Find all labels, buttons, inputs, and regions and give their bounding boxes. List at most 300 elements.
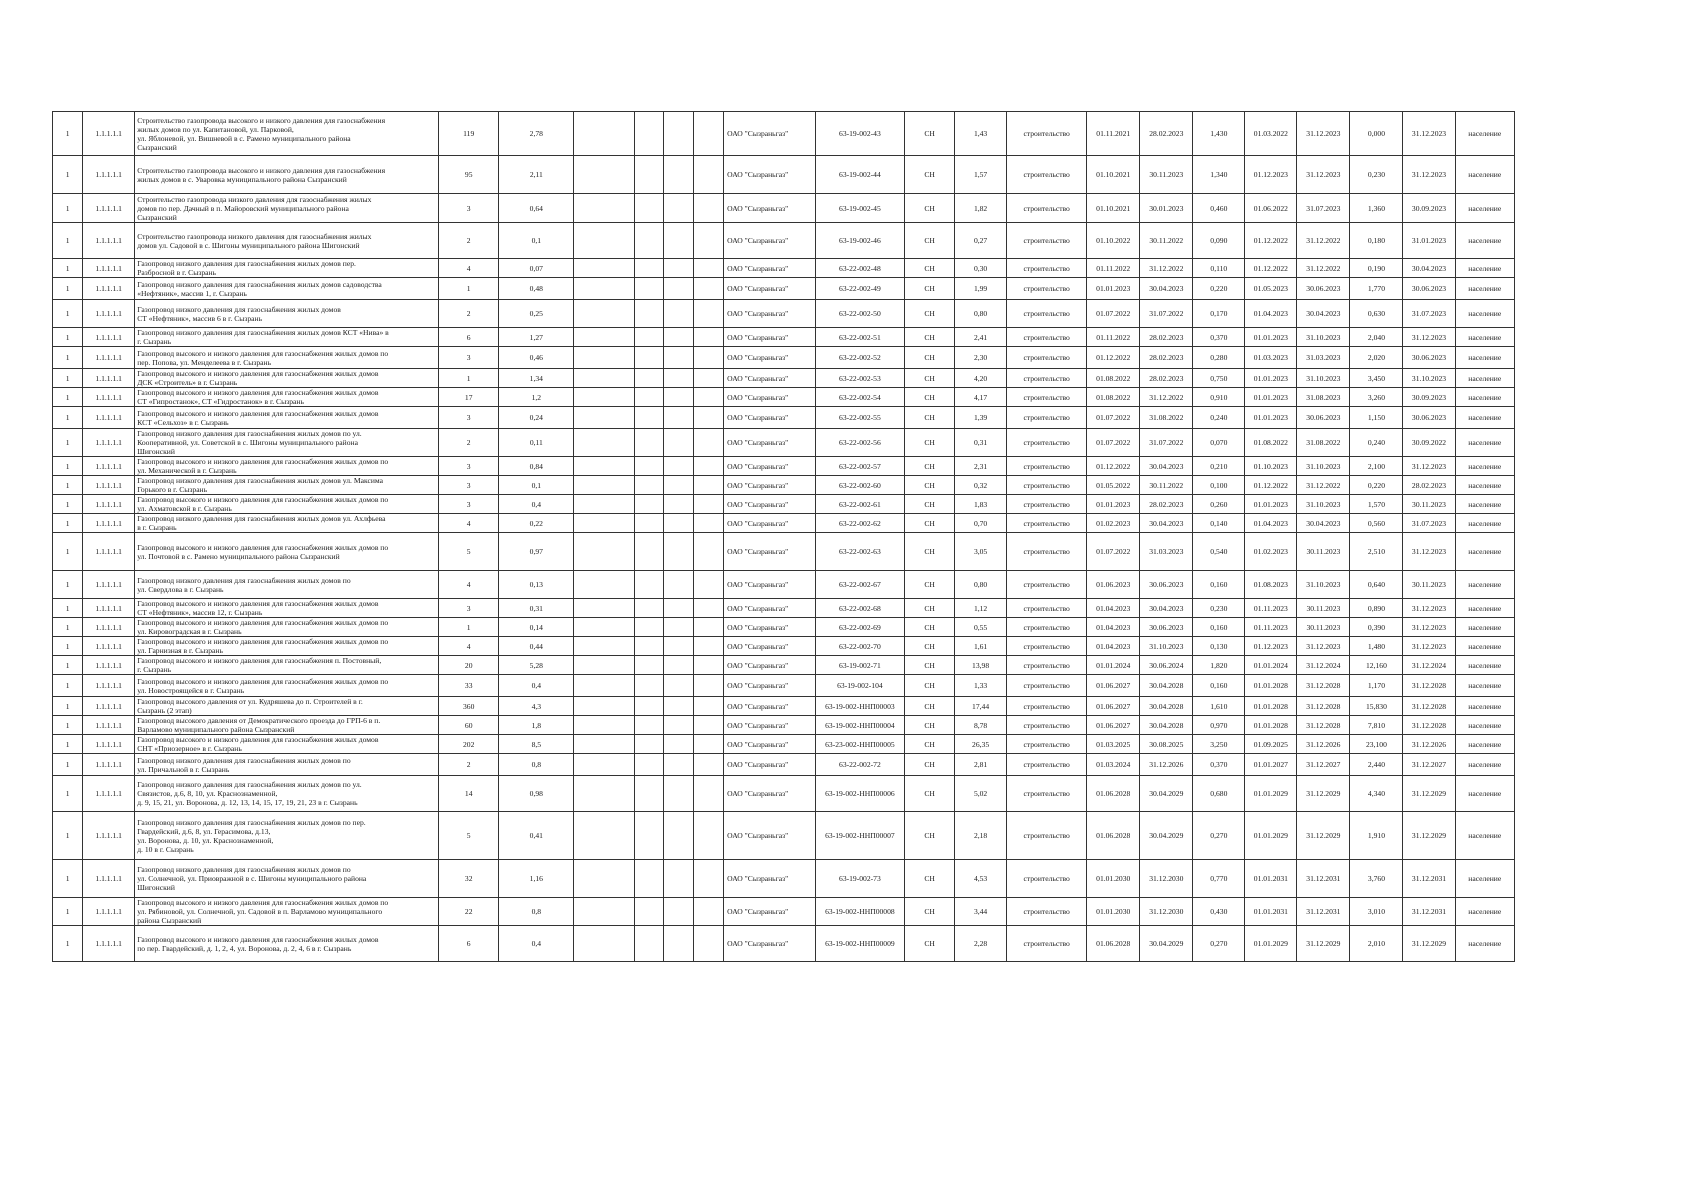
cell-category: население bbox=[1455, 156, 1515, 194]
cell-category: население bbox=[1455, 735, 1515, 754]
cell-volume-1: 0,970 bbox=[1193, 716, 1245, 735]
cell-length: 2,28 bbox=[955, 926, 1007, 962]
cell-end-date-2: 31.03.2023 bbox=[1297, 347, 1350, 369]
cell-organization: ОАО "Сызраньгаз" bbox=[724, 656, 816, 675]
cell-organization: ОАО "Сызраньгаз" bbox=[724, 637, 816, 656]
cell-category: население bbox=[1455, 656, 1515, 675]
table-row bbox=[53, 571, 1515, 599]
cell-type: СН bbox=[905, 194, 955, 223]
cell-volume-1: 0,280 bbox=[1193, 347, 1245, 369]
cell-code: 1.1.1.1.1 bbox=[83, 860, 135, 898]
cell-empty bbox=[693, 300, 723, 328]
cell-empty bbox=[693, 599, 723, 618]
cell-type: СН bbox=[905, 476, 955, 495]
cell-code: 1.1.1.1.1 bbox=[83, 112, 135, 156]
cell-empty bbox=[663, 300, 693, 328]
table-row bbox=[53, 388, 1515, 407]
cell-empty bbox=[574, 259, 634, 278]
cell-end-date-2: 31.12.2031 bbox=[1297, 860, 1350, 898]
cell-count: 360 bbox=[439, 697, 499, 716]
cell-count: 1 bbox=[439, 278, 499, 300]
table-row bbox=[53, 457, 1515, 476]
description-line: Газопровод высокого и низкого давления для газоснабжения жилых домов по bbox=[137, 676, 389, 686]
cell-value: 0,1 bbox=[499, 476, 574, 495]
cell-type: СН bbox=[905, 259, 955, 278]
cell-volume-2: 2,100 bbox=[1350, 457, 1403, 476]
cell-final-date: 31.07.2023 bbox=[1403, 514, 1455, 533]
cell-work-type: строительство bbox=[1007, 194, 1087, 223]
description-line: Газопровод низкого давления для газоснабжения жилых домов по bbox=[137, 755, 351, 765]
cell-end-date: 30.06.2024 bbox=[1140, 656, 1193, 675]
cell-end-date-2: 31.07.2023 bbox=[1297, 194, 1350, 223]
cell-end-date: 30.04.2023 bbox=[1140, 278, 1193, 300]
cell-organization: ОАО "Сызраньгаз" bbox=[724, 328, 816, 347]
cell-volume-1: 0,370 bbox=[1193, 328, 1245, 347]
cell-volume-1: 0,680 bbox=[1193, 776, 1245, 812]
cell-start-date-2: 01.01.2029 bbox=[1245, 812, 1297, 860]
cell-start-date-2: 01.08.2023 bbox=[1245, 571, 1297, 599]
cell-empty bbox=[693, 112, 723, 156]
cell-final-date: 31.10.2023 bbox=[1403, 369, 1455, 388]
description-line: Сызранский bbox=[137, 212, 177, 222]
cell-start-date-2: 01.03.2023 bbox=[1245, 347, 1297, 369]
cell-registry-number: 63-22-002-52 bbox=[815, 347, 904, 369]
cell-count: 202 bbox=[439, 735, 499, 754]
cell-empty bbox=[634, 599, 663, 618]
description-line: СТ «Нефтяник», массив 6 в г. Сызрань bbox=[137, 313, 263, 323]
cell-description bbox=[135, 156, 439, 194]
cell-end-date: 31.12.2022 bbox=[1140, 259, 1193, 278]
cell-volume-2: 2,010 bbox=[1350, 926, 1403, 962]
cell-empty bbox=[634, 407, 663, 429]
cell-work-type: строительство bbox=[1007, 300, 1087, 328]
cell-empty bbox=[634, 754, 663, 776]
cell-work-type: строительство bbox=[1007, 223, 1087, 259]
cell-value: 2,11 bbox=[499, 156, 574, 194]
cell-volume-1: 0,910 bbox=[1193, 388, 1245, 407]
cell-value: 0,4 bbox=[499, 926, 574, 962]
cell-type: СН bbox=[905, 347, 955, 369]
cell-start-date-2: 01.12.2022 bbox=[1245, 476, 1297, 495]
cell-count: 4 bbox=[439, 637, 499, 656]
cell-type: СН bbox=[905, 495, 955, 514]
cell-code: 1.1.1.1.1 bbox=[83, 328, 135, 347]
cell-end-date-2: 31.12.2028 bbox=[1297, 675, 1350, 697]
cell-code: 1.1.1.1.1 bbox=[83, 388, 135, 407]
cell-category: население bbox=[1455, 407, 1515, 429]
description-line: ул. Ахматовской в г. Сызрань bbox=[137, 504, 232, 513]
cell-volume-2: 1,170 bbox=[1350, 675, 1403, 697]
cell-final-date: 31.12.2023 bbox=[1403, 637, 1455, 656]
cell-end-date-2: 31.12.2029 bbox=[1297, 812, 1350, 860]
cell-value: 8,5 bbox=[499, 735, 574, 754]
cell-description bbox=[135, 347, 439, 369]
cell-empty bbox=[634, 194, 663, 223]
cell-length: 4,53 bbox=[955, 860, 1007, 898]
cell-end-date-2: 31.12.2027 bbox=[1297, 754, 1350, 776]
cell-category: население bbox=[1455, 812, 1515, 860]
cell-empty bbox=[663, 812, 693, 860]
cell-start-date: 01.04.2023 bbox=[1087, 637, 1140, 656]
cell-organization: ОАО "Сызраньгаз" bbox=[724, 194, 816, 223]
cell-start-date: 01.06.2027 bbox=[1087, 716, 1140, 735]
cell-number: 1 bbox=[53, 926, 83, 962]
cell-work-type: строительство bbox=[1007, 618, 1087, 637]
cell-final-date: 30.11.2023 bbox=[1403, 571, 1455, 599]
cell-value: 1,2 bbox=[499, 388, 574, 407]
cell-number: 1 bbox=[53, 571, 83, 599]
cell-end-date-2: 31.12.2022 bbox=[1297, 259, 1350, 278]
description-line: ул. Свердлова в г. Сызрань bbox=[137, 584, 224, 594]
description-line: Газопровод высокого и низкого давления для газоснабжения жилых домов по bbox=[137, 495, 389, 504]
description-line: по пер. Гвардейский, д. 1, 2, 4, ул. Воронова, д. 2, 4, 6 в г. Сызрань bbox=[137, 943, 352, 953]
description-line: Газопровод низкого давления для газоснабжения жилых домов по пер. bbox=[137, 817, 366, 827]
cell-empty bbox=[634, 860, 663, 898]
cell-work-type: строительство bbox=[1007, 599, 1087, 618]
cell-code: 1.1.1.1.1 bbox=[83, 429, 135, 457]
data-table bbox=[52, 111, 1515, 962]
cell-count: 5 bbox=[439, 533, 499, 571]
description-line: Строительство газопровода низкого давления для газоснабжения жилых bbox=[137, 194, 372, 204]
cell-start-date: 01.08.2022 bbox=[1087, 388, 1140, 407]
cell-length: 0,70 bbox=[955, 514, 1007, 533]
cell-start-date: 01.11.2022 bbox=[1087, 328, 1140, 347]
cell-registry-number: 63-22-002-62 bbox=[815, 514, 904, 533]
cell-value: 0,25 bbox=[499, 300, 574, 328]
cell-start-date: 01.07.2022 bbox=[1087, 300, 1140, 328]
cell-empty bbox=[574, 618, 634, 637]
cell-organization: ОАО "Сызраньгаз" bbox=[724, 278, 816, 300]
cell-empty bbox=[574, 278, 634, 300]
cell-start-date: 01.10.2022 bbox=[1087, 223, 1140, 259]
cell-empty bbox=[693, 514, 723, 533]
cell-empty bbox=[663, 637, 693, 656]
cell-volume-1: 0,270 bbox=[1193, 926, 1245, 962]
cell-registry-number: 63-22-002-51 bbox=[815, 328, 904, 347]
cell-empty bbox=[663, 259, 693, 278]
cell-type: СН bbox=[905, 388, 955, 407]
cell-final-date: 31.12.2024 bbox=[1403, 656, 1455, 675]
cell-count: 4 bbox=[439, 571, 499, 599]
description-line: Сызранский bbox=[137, 142, 177, 152]
cell-empty bbox=[634, 735, 663, 754]
cell-code: 1.1.1.1.1 bbox=[83, 407, 135, 429]
cell-count: 6 bbox=[439, 328, 499, 347]
cell-volume-2: 2,510 bbox=[1350, 533, 1403, 571]
cell-empty bbox=[574, 476, 634, 495]
description-line: Газопровод высокого и низкого давления для газоснабжения жилых домов bbox=[137, 934, 379, 944]
cell-empty bbox=[634, 369, 663, 388]
cell-length: 2,41 bbox=[955, 328, 1007, 347]
cell-volume-2: 1,150 bbox=[1350, 407, 1403, 429]
cell-code: 1.1.1.1.1 bbox=[83, 812, 135, 860]
cell-start-date: 01.04.2023 bbox=[1087, 618, 1140, 637]
cell-start-date-2: 01.08.2022 bbox=[1245, 429, 1297, 457]
description-line: Газопровод высокого и низкого давления для газоснабжения жилых домов по bbox=[137, 618, 389, 627]
cell-count: 3 bbox=[439, 599, 499, 618]
cell-final-date: 30.09.2022 bbox=[1403, 429, 1455, 457]
cell-empty bbox=[574, 347, 634, 369]
cell-empty bbox=[663, 369, 693, 388]
cell-start-date-2: 01.03.2022 bbox=[1245, 112, 1297, 156]
cell-empty bbox=[574, 697, 634, 716]
cell-length: 5,02 bbox=[955, 776, 1007, 812]
cell-empty bbox=[693, 697, 723, 716]
cell-type: СН bbox=[905, 223, 955, 259]
description-line: Газопровод низкого давления для газоснабжения жилых домов bbox=[137, 304, 341, 314]
cell-count: 6 bbox=[439, 926, 499, 962]
cell-organization: ОАО "Сызраньгаз" bbox=[724, 754, 816, 776]
cell-number: 1 bbox=[53, 656, 83, 675]
description-line: Газопровод низкого давления для газоснабжения жилых домов по ул. bbox=[137, 780, 362, 789]
cell-type: СН bbox=[905, 369, 955, 388]
cell-value: 1,16 bbox=[499, 860, 574, 898]
table-row bbox=[53, 860, 1515, 898]
cell-volume-1: 0,430 bbox=[1193, 898, 1245, 926]
table-row bbox=[53, 259, 1515, 278]
cell-work-type: строительство bbox=[1007, 495, 1087, 514]
cell-volume-1: 0,070 bbox=[1193, 429, 1245, 457]
cell-empty bbox=[574, 571, 634, 599]
cell-length: 1,33 bbox=[955, 675, 1007, 697]
cell-final-date: 31.12.2023 bbox=[1403, 457, 1455, 476]
cell-organization: ОАО "Сызраньгаз" bbox=[724, 259, 816, 278]
cell-number: 1 bbox=[53, 369, 83, 388]
cell-final-date: 31.12.2029 bbox=[1403, 776, 1455, 812]
cell-value: 0,4 bbox=[499, 675, 574, 697]
cell-description bbox=[135, 533, 439, 571]
cell-empty bbox=[693, 476, 723, 495]
cell-start-date: 01.06.2028 bbox=[1087, 776, 1140, 812]
cell-start-date-2: 01.01.2028 bbox=[1245, 716, 1297, 735]
description-line: Разбросной в г. Сызрань bbox=[137, 268, 217, 277]
description-line: Горького в г. Сызрань bbox=[137, 485, 208, 494]
cell-work-type: строительство bbox=[1007, 156, 1087, 194]
table-row bbox=[53, 812, 1515, 860]
cell-number: 1 bbox=[53, 776, 83, 812]
cell-start-date: 01.07.2022 bbox=[1087, 407, 1140, 429]
cell-end-date-2: 31.10.2023 bbox=[1297, 328, 1350, 347]
cell-number: 1 bbox=[53, 735, 83, 754]
cell-type: СН bbox=[905, 675, 955, 697]
cell-organization: ОАО "Сызраньгаз" bbox=[724, 495, 816, 514]
cell-end-date: 31.08.2022 bbox=[1140, 407, 1193, 429]
cell-empty bbox=[663, 476, 693, 495]
cell-category: население bbox=[1455, 599, 1515, 618]
description-line: ул. Яблоневой, ул. Вишневой в с. Рамено муниципального района bbox=[137, 133, 351, 143]
cell-volume-1: 0,140 bbox=[1193, 514, 1245, 533]
description-line: КСТ «Сельхоз» в г. Сызрань bbox=[137, 417, 229, 427]
cell-code: 1.1.1.1.1 bbox=[83, 637, 135, 656]
cell-count: 60 bbox=[439, 716, 499, 735]
cell-description bbox=[135, 697, 439, 716]
cell-category: население bbox=[1455, 697, 1515, 716]
cell-start-date-2: 01.05.2023 bbox=[1245, 278, 1297, 300]
cell-category: население bbox=[1455, 571, 1515, 599]
description-line: Газопровод высокого и низкого давления для газоснабжения жилых домов bbox=[137, 369, 379, 378]
cell-end-date: 30.04.2029 bbox=[1140, 776, 1193, 812]
table-row bbox=[53, 533, 1515, 571]
cell-registry-number: 63-22-002-63 bbox=[815, 533, 904, 571]
cell-empty bbox=[663, 194, 693, 223]
cell-work-type: строительство bbox=[1007, 898, 1087, 926]
cell-code: 1.1.1.1.1 bbox=[83, 656, 135, 675]
cell-length: 0,30 bbox=[955, 259, 1007, 278]
cell-number: 1 bbox=[53, 429, 83, 457]
cell-count: 3 bbox=[439, 495, 499, 514]
cell-empty bbox=[574, 675, 634, 697]
cell-end-date: 30.06.2023 bbox=[1140, 571, 1193, 599]
cell-empty bbox=[663, 776, 693, 812]
cell-work-type: строительство bbox=[1007, 571, 1087, 599]
cell-work-type: строительство bbox=[1007, 369, 1087, 388]
cell-count: 119 bbox=[439, 112, 499, 156]
cell-category: население bbox=[1455, 754, 1515, 776]
cell-start-date-2: 01.02.2023 bbox=[1245, 533, 1297, 571]
cell-empty bbox=[634, 259, 663, 278]
cell-length: 26,35 bbox=[955, 735, 1007, 754]
cell-start-date-2: 01.11.2023 bbox=[1245, 618, 1297, 637]
cell-empty bbox=[693, 194, 723, 223]
cell-category: население bbox=[1455, 457, 1515, 476]
cell-work-type: строительство bbox=[1007, 514, 1087, 533]
cell-length: 1,57 bbox=[955, 156, 1007, 194]
cell-volume-1: 0,230 bbox=[1193, 599, 1245, 618]
cell-final-date: 31.12.2028 bbox=[1403, 675, 1455, 697]
cell-number: 1 bbox=[53, 194, 83, 223]
cell-volume-1: 0,110 bbox=[1193, 259, 1245, 278]
cell-organization: ОАО "Сызраньгаз" bbox=[724, 571, 816, 599]
table-row bbox=[53, 754, 1515, 776]
cell-end-date: 30.04.2029 bbox=[1140, 812, 1193, 860]
cell-registry-number: 63-19-002-ННП00004 bbox=[815, 716, 904, 735]
cell-volume-2: 3,450 bbox=[1350, 369, 1403, 388]
cell-length: 0,27 bbox=[955, 223, 1007, 259]
cell-code: 1.1.1.1.1 bbox=[83, 898, 135, 926]
cell-organization: ОАО "Сызраньгаз" bbox=[724, 675, 816, 697]
cell-registry-number: 63-19-002-ННП00008 bbox=[815, 898, 904, 926]
cell-empty bbox=[634, 388, 663, 407]
cell-final-date: 30.06.2023 bbox=[1403, 407, 1455, 429]
cell-category: население bbox=[1455, 514, 1515, 533]
description-line: Строительство газопровода низкого давления для газоснабжения жилых bbox=[137, 231, 372, 241]
cell-empty bbox=[693, 812, 723, 860]
table-row bbox=[53, 656, 1515, 675]
cell-category: население bbox=[1455, 618, 1515, 637]
description-line: Газопровод высокого и низкого давления для газоснабжения жилых домов по bbox=[137, 457, 389, 466]
cell-count: 2 bbox=[439, 754, 499, 776]
table-row bbox=[53, 194, 1515, 223]
cell-registry-number: 63-22-002-69 bbox=[815, 618, 904, 637]
cell-end-date-2: 30.04.2023 bbox=[1297, 300, 1350, 328]
cell-length: 8,78 bbox=[955, 716, 1007, 735]
cell-registry-number: 63-19-002-ННП00003 bbox=[815, 697, 904, 716]
cell-organization: ОАО "Сызраньгаз" bbox=[724, 407, 816, 429]
cell-code: 1.1.1.1.1 bbox=[83, 495, 135, 514]
cell-length: 0,55 bbox=[955, 618, 1007, 637]
cell-volume-2: 7,810 bbox=[1350, 716, 1403, 735]
cell-number: 1 bbox=[53, 112, 83, 156]
cell-value: 1,8 bbox=[499, 716, 574, 735]
cell-volume-1: 1,610 bbox=[1193, 697, 1245, 716]
cell-end-date: 30.04.2028 bbox=[1140, 697, 1193, 716]
cell-empty bbox=[634, 618, 663, 637]
cell-code: 1.1.1.1.1 bbox=[83, 369, 135, 388]
cell-empty bbox=[634, 926, 663, 962]
cell-start-date-2: 01.01.2027 bbox=[1245, 754, 1297, 776]
cell-description bbox=[135, 328, 439, 347]
cell-volume-1: 0,170 bbox=[1193, 300, 1245, 328]
cell-number: 1 bbox=[53, 388, 83, 407]
cell-category: население bbox=[1455, 347, 1515, 369]
cell-end-date-2: 31.10.2023 bbox=[1297, 457, 1350, 476]
cell-count: 17 bbox=[439, 388, 499, 407]
cell-volume-1: 0,770 bbox=[1193, 860, 1245, 898]
table-row bbox=[53, 223, 1515, 259]
cell-length: 4,20 bbox=[955, 369, 1007, 388]
cell-empty bbox=[693, 533, 723, 571]
table-row bbox=[53, 926, 1515, 962]
cell-empty bbox=[663, 735, 693, 754]
cell-category: население bbox=[1455, 369, 1515, 388]
cell-volume-1: 0,100 bbox=[1193, 476, 1245, 495]
cell-number: 1 bbox=[53, 860, 83, 898]
cell-organization: ОАО "Сызраньгаз" bbox=[724, 860, 816, 898]
cell-description bbox=[135, 388, 439, 407]
cell-volume-2: 0,180 bbox=[1350, 223, 1403, 259]
cell-volume-2: 23,100 bbox=[1350, 735, 1403, 754]
cell-description bbox=[135, 495, 439, 514]
cell-empty bbox=[663, 495, 693, 514]
description-line: Гвардейский, д.6, 8, ул. Герасимова, д.13, bbox=[137, 826, 271, 836]
cell-registry-number: 63-19-002-73 bbox=[815, 860, 904, 898]
cell-value: 0,8 bbox=[499, 898, 574, 926]
cell-empty bbox=[574, 300, 634, 328]
table-row bbox=[53, 716, 1515, 735]
cell-empty bbox=[693, 369, 723, 388]
cell-volume-2: 0,890 bbox=[1350, 599, 1403, 618]
cell-work-type: строительство bbox=[1007, 926, 1087, 962]
cell-start-date: 01.02.2023 bbox=[1087, 514, 1140, 533]
cell-volume-1: 0,370 bbox=[1193, 754, 1245, 776]
cell-empty bbox=[663, 533, 693, 571]
cell-registry-number: 63-22-002-61 bbox=[815, 495, 904, 514]
cell-start-date: 01.01.2023 bbox=[1087, 278, 1140, 300]
cell-code: 1.1.1.1.1 bbox=[83, 156, 135, 194]
cell-volume-1: 0,090 bbox=[1193, 223, 1245, 259]
cell-empty bbox=[574, 112, 634, 156]
cell-value: 0,1 bbox=[499, 223, 574, 259]
cell-empty bbox=[574, 735, 634, 754]
cell-type: СН bbox=[905, 716, 955, 735]
table-row bbox=[53, 637, 1515, 656]
cell-organization: ОАО "Сызраньгаз" bbox=[724, 697, 816, 716]
cell-empty bbox=[663, 754, 693, 776]
cell-start-date: 01.01.2024 bbox=[1087, 656, 1140, 675]
cell-length: 0,31 bbox=[955, 429, 1007, 457]
cell-start-date: 01.01.2023 bbox=[1087, 495, 1140, 514]
table-row bbox=[53, 429, 1515, 457]
cell-length: 4,17 bbox=[955, 388, 1007, 407]
cell-description bbox=[135, 618, 439, 637]
cell-work-type: строительство bbox=[1007, 278, 1087, 300]
description-line: СТ «Нефтяник», массив 12, г. Сызрань bbox=[137, 608, 263, 617]
cell-work-type: строительство bbox=[1007, 754, 1087, 776]
cell-category: население bbox=[1455, 898, 1515, 926]
cell-empty bbox=[693, 156, 723, 194]
cell-type: СН bbox=[905, 735, 955, 754]
cell-empty bbox=[634, 156, 663, 194]
